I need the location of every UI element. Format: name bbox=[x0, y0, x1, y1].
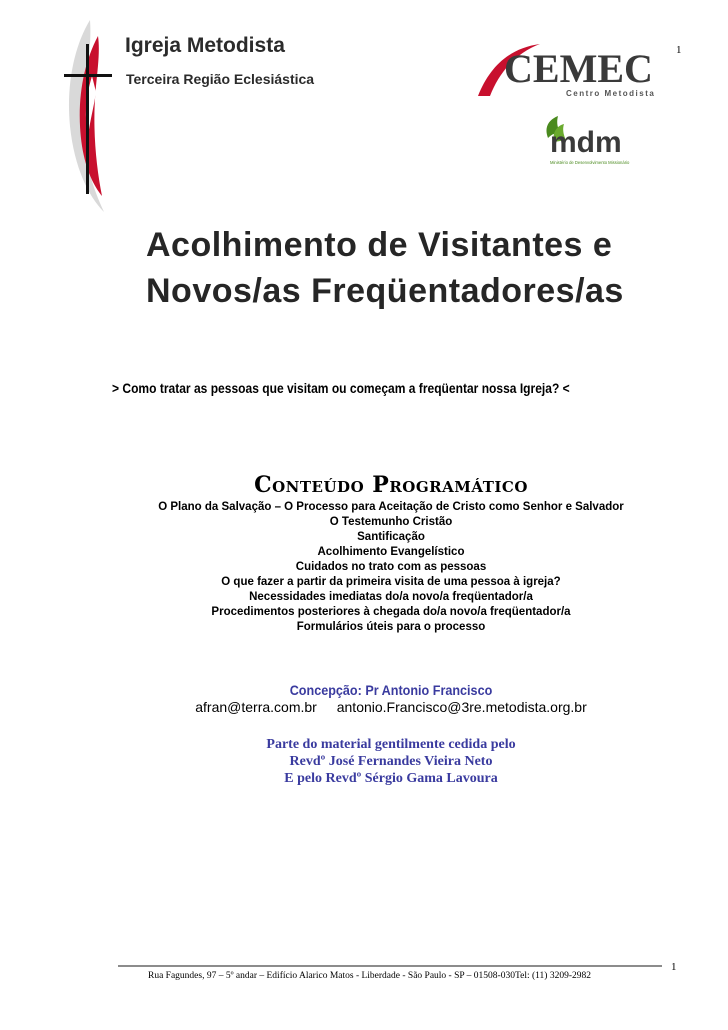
program-item: Procedimentos posteriores à chegada do/a novo/a freqüentador/a bbox=[211, 606, 571, 618]
conception-label: Concepção: bbox=[289, 682, 362, 698]
org-region: Terceira Região Eclesiástica bbox=[126, 71, 315, 87]
conception-author: Pr Antonio Francisco bbox=[365, 682, 493, 698]
program-item: O Plano da Salvação – O Processo para Aceitação de Cristo como Senhor e Salvador bbox=[158, 501, 624, 513]
program-item: Cuidados no trato com as pessoas bbox=[295, 561, 487, 573]
email-link[interactable]: antonio.Francisco@3re.metodista.org.br bbox=[336, 699, 587, 715]
credit-line: Revdº José Fernandes Vieira Neto bbox=[289, 754, 493, 769]
credit-line: E pelo Revdº Sérgio Gama Lavoura bbox=[284, 771, 498, 786]
mdm-name: mdm bbox=[550, 126, 622, 159]
cemec-name: CEMEC bbox=[504, 46, 653, 91]
cemec-logo bbox=[470, 36, 670, 102]
program-item: O que fazer a partir da primeira visita de uma pessoa à igreja? bbox=[221, 576, 561, 588]
conception-line bbox=[39, 682, 728, 698]
program-item: Santificação bbox=[357, 531, 425, 543]
page-number-top: 1 bbox=[676, 44, 682, 56]
org-name: Igreja Metodista bbox=[125, 34, 285, 57]
credit-line: Parte do material gentilmente cedida pelo bbox=[266, 737, 516, 752]
mdm-logo bbox=[540, 112, 640, 174]
program-item: Formulários úteis para o processo bbox=[296, 621, 486, 633]
cemec-subtitle: Centro Metodista bbox=[566, 89, 656, 98]
document-title bbox=[146, 222, 706, 314]
email-link[interactable]: afran@terra.com.br bbox=[195, 699, 317, 715]
program-item: Necessidades imediatas do/a novo/a freqüentador/a bbox=[249, 591, 533, 603]
title-line: Acolhimento de Visitantes e bbox=[146, 226, 613, 264]
title-line: Novos/as Freqüentadores/as bbox=[146, 272, 624, 310]
program-item: O Testemunho Cristão bbox=[329, 516, 453, 528]
contact-emails bbox=[0, 699, 728, 715]
mdm-subtitle: Ministério de Desenvolvimento Missionário bbox=[550, 160, 630, 165]
guiding-question: > Como tratar as pessoas que visitam ou começam a freqüentar nossa Igreja? < bbox=[112, 380, 570, 396]
footer-address: Rua Fagundes, 97 – 5º andar – Edifício Alarico Matos - Liberdade - São Paulo - SP – 01508-030Tel: (11) 3209-2982 bbox=[148, 971, 591, 981]
credits bbox=[0, 736, 728, 787]
page-number-bottom: 1 bbox=[671, 961, 677, 973]
program-list bbox=[0, 500, 728, 635]
cross-and-flame-icon bbox=[62, 16, 112, 216]
program-heading: Conteúdo Programático bbox=[254, 472, 528, 498]
program-item: Acolhimento Evangelístico bbox=[317, 546, 465, 558]
footer-divider bbox=[118, 965, 662, 967]
